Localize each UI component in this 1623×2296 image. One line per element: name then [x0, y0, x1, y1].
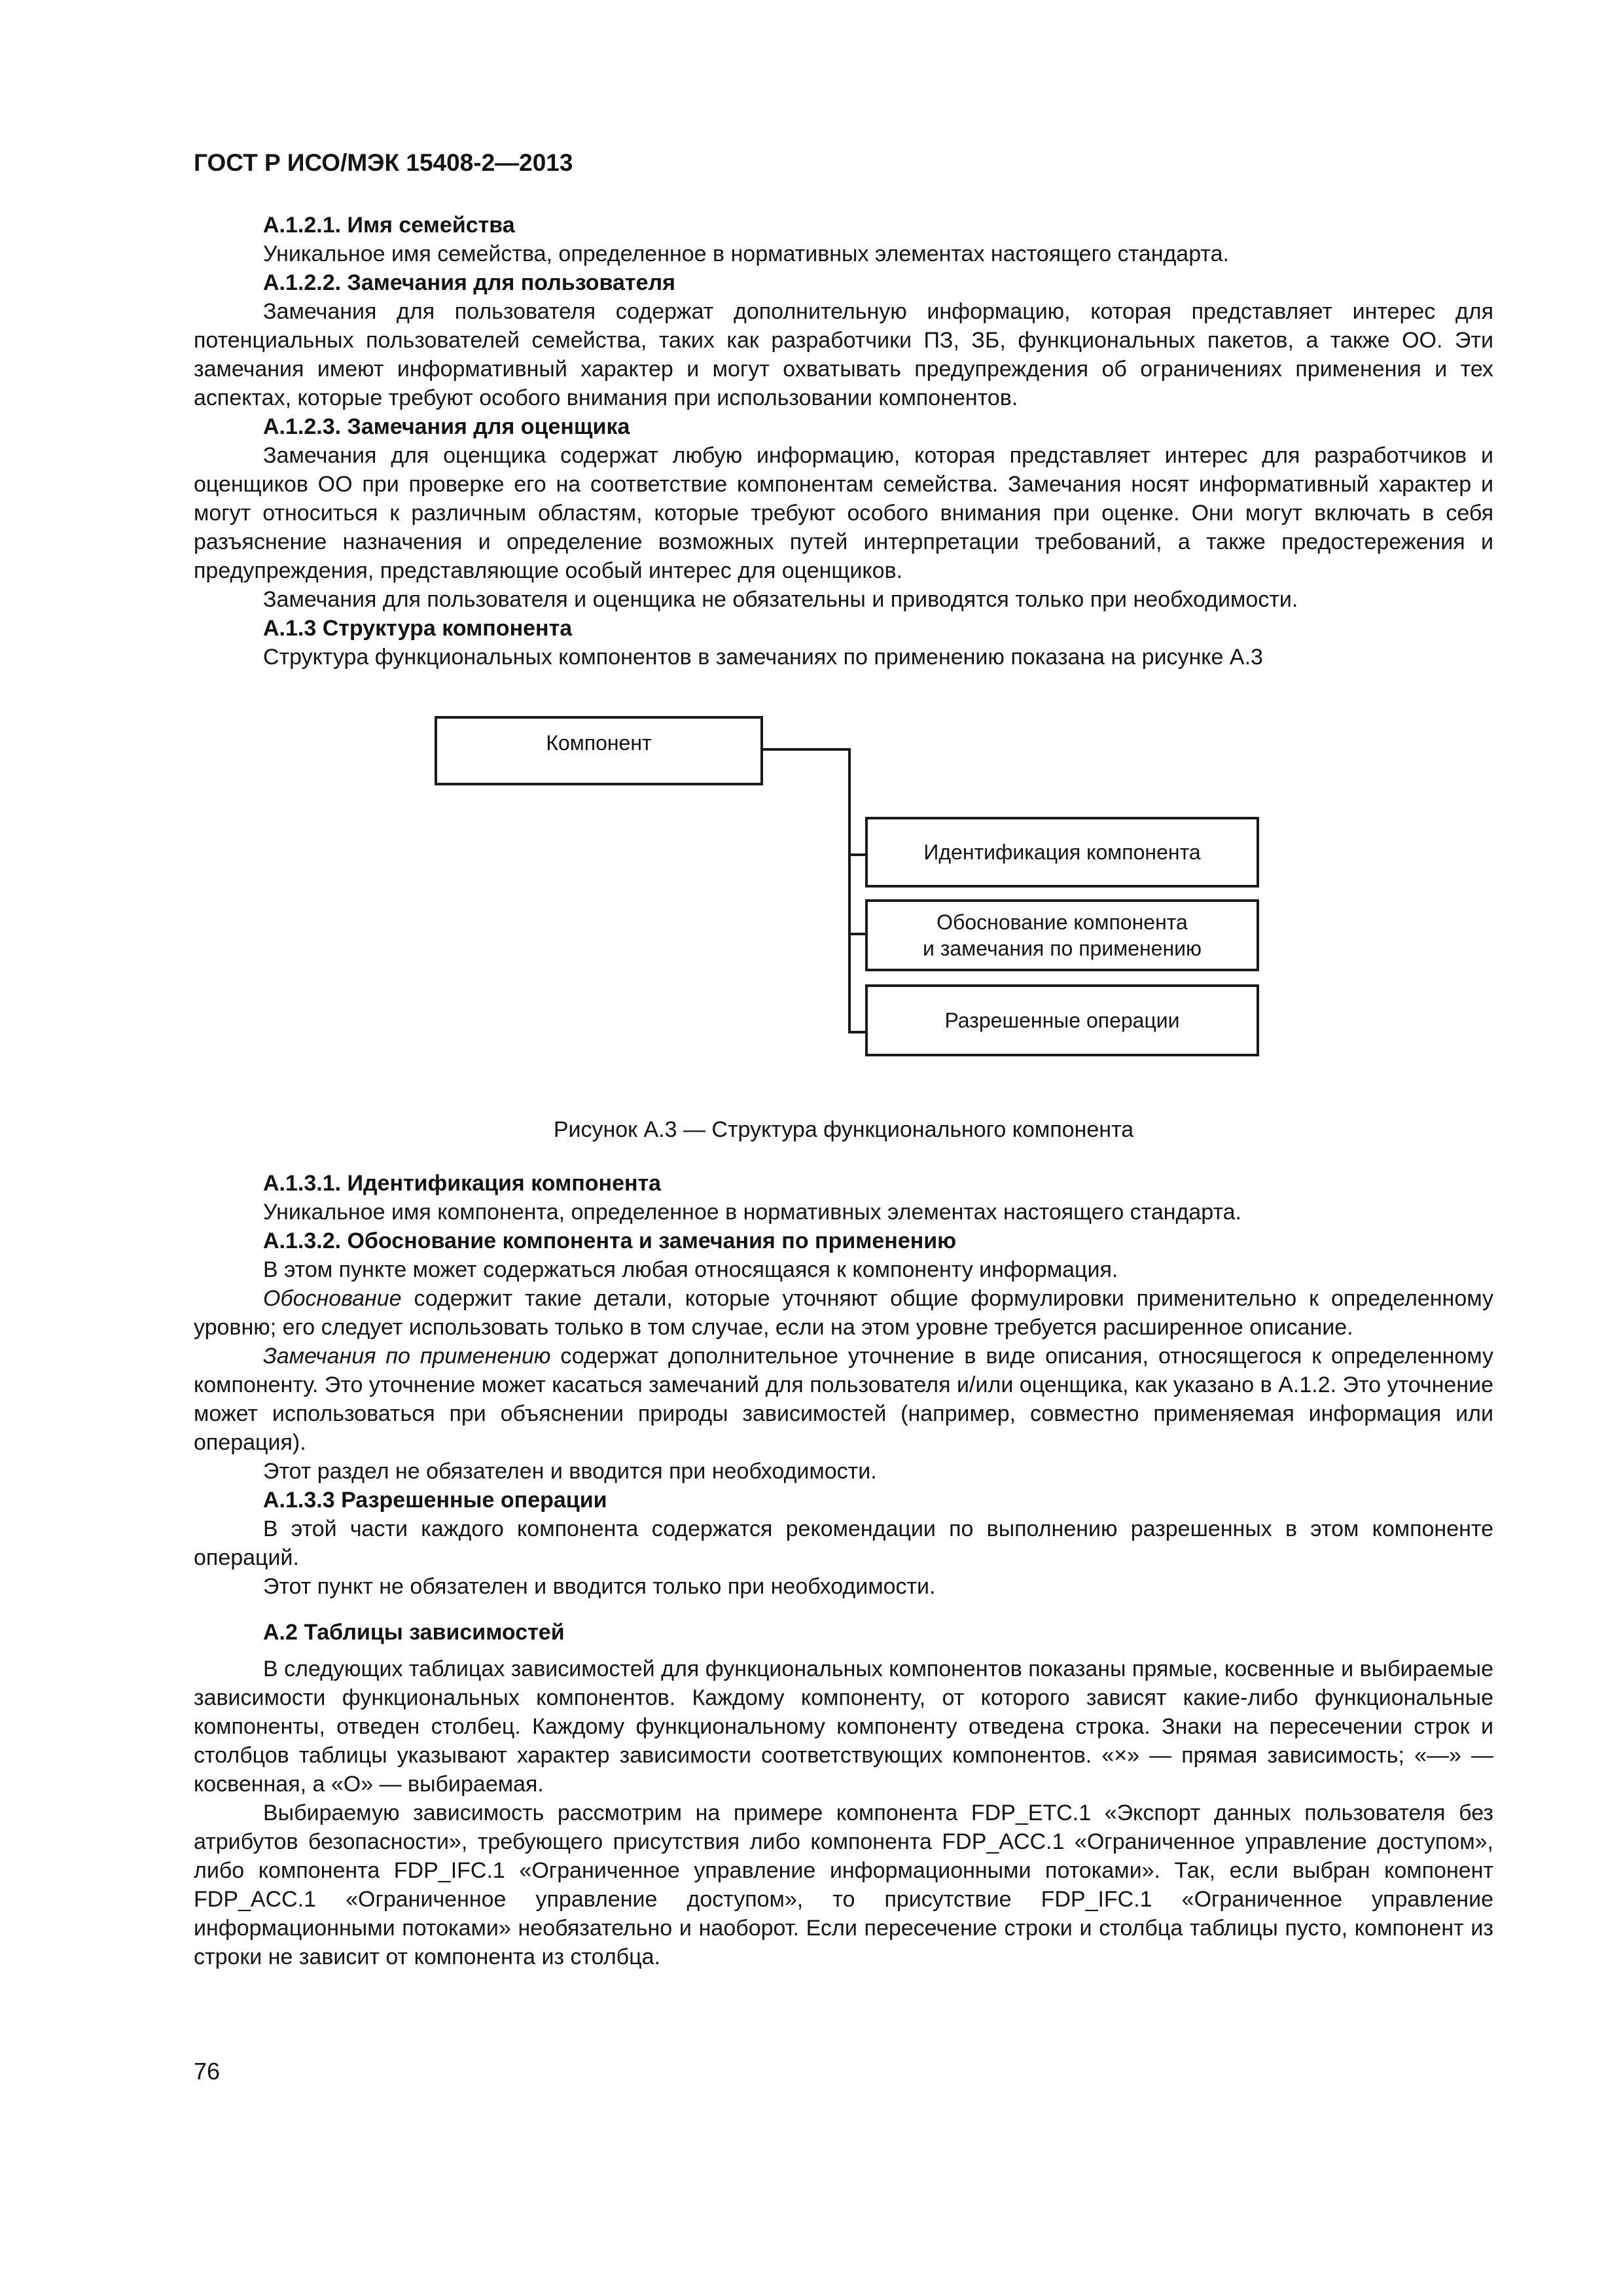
paragraph: Структура функциональных компонентов в замечаниях по применению показана на рисунке А.3	[263, 645, 1263, 670]
document-header: ГОСТ Р ИСО/МЭК 15408-2—2013	[194, 149, 573, 176]
connector-line	[848, 748, 851, 1033]
paragraph: Выбираемую зависимость рассмотрим на примере компонента FDP_ETC.1 «Экспорт данных пользователя без атрибутов безопасности», требующего присутствия либо компонента FDP_ACC.1 «Ограниченное управление доступом», либо компонента FDP_IFC.1 «Ограниченное управление информационными потоками». Так, если выбран компонент FDP_ACC.1 «Ограниченное управление доступом», то присутствие FDP_IFC.1 «Ограниченное управление информационными потоками» необязательно и наоборот. Если пересечение строки и столбца таблицы пусто, компонент из строки не зависит от компонента из столбца.	[194, 1801, 1493, 1969]
paragraph	[194, 1284, 1493, 1342]
section-heading-a1-3: А.1.3 Структура компонента	[263, 616, 573, 641]
diagram-box-identification	[865, 817, 1259, 888]
emphasis-term: Обоснование	[263, 1286, 402, 1311]
diagram-box-label: Компонент	[546, 731, 652, 755]
paragraph: Уникальное имя компонента, определенное в нормативных элементах настоящего стандарта.	[263, 1200, 1242, 1225]
diagram-box-label: Разрешенные операции	[944, 1009, 1180, 1032]
paragraph-text: содержат дополнительное уточнение в виде описания, относящегося к определенному компоненту. Это уточнение может касаться замечаний для пользователя и/или оценщика, как указано в А.1.2. Это уточнение может использоваться при объяснении природы зависимостей (например, совместно применяемая информация или операция).	[194, 1344, 1494, 1455]
figure-caption: Рисунок А.3 — Структура функционального компонента	[553, 1117, 1134, 1142]
section-heading-a1-2-3: А.1.2.3. Замечания для оценщика	[263, 414, 630, 439]
diagram-box-component	[435, 716, 763, 785]
diagram-box-label: Идентификация компонента	[923, 840, 1201, 864]
connector-line	[763, 748, 851, 751]
paragraph: В следующих таблицах зависимостей для функциональных компонентов показаны прямые, косвенные и выбираемые зависимости функциональных компонентов. Каждому компоненту, от которого зависят какие-либо функциональные компоненты, отведен столбец. Каждому функциональному компоненту отведена строка. Знаки на пересечении строк и столбцов таблицы указывают характер зависимости соответствующих компонентов. «×» — прямая зависимость; «—» — косвенная, а «О» — выбираемая.	[194, 1657, 1493, 1797]
page-content	[194, 211, 1493, 1971]
paragraph	[194, 1342, 1493, 1457]
paragraph: Этот пункт не обязателен и вводится только при необходимости.	[263, 1574, 936, 1599]
page-number: 76	[194, 2058, 221, 2085]
diagram-box-operations	[865, 984, 1259, 1056]
component-structure-diagram	[194, 675, 1493, 1100]
section-heading-a1-2-2: А.1.2.2. Замечания для пользователя	[263, 270, 675, 295]
paragraph: В этой части каждого компонента содержатся рекомендации по выполнению разрешенных в этом компоненте операций.	[194, 1516, 1493, 1570]
paragraph: В этом пункте может содержаться любая относящаяся к компоненту информация.	[263, 1257, 1118, 1282]
section-heading-a1-2-1: А.1.2.1. Имя семейства	[263, 213, 515, 238]
paragraph: Уникальное имя семейства, определенное в нормативных элементах настоящего стандарта.	[263, 242, 1229, 266]
paragraph: Замечания для пользователя и оценщика не обязательны и приводятся только при необходимости.	[263, 587, 1298, 612]
paragraph: Замечания для оценщика содержат любую информацию, которая представляет интерес для разработчиков и оценщиков ОО при проверке его на соответствие компонентам семейства. Замечания носят информативный характер и могут относиться к различным областям, которые требуют особого внимания при оценке. Они могут включать в себя разъяснение назначения и определение возможных путей интерпретации требований, а также предостережения и предупреждения, представляющие особый интерес для оценщиков.	[194, 443, 1493, 583]
section-heading-a1-3-1: А.1.3.1. Идентификация компонента	[263, 1171, 662, 1196]
paragraph: Замечания для пользователя содержат дополнительную информацию, которая представляет интерес для потенциальных пользователей семейства, таких как разработчики ПЗ, ЗБ, функциональных пакетов, а также ОО. Эти замечания имеют информативный характер и могут охватывать предупреждения об ограничениях применения и тех аспектах, которые требуют особого внимания при использовании компонентов.	[194, 299, 1493, 410]
section-heading-a2: А.2 Таблицы зависимостей	[263, 1620, 565, 1645]
diagram-box-rationale	[865, 899, 1259, 971]
diagram-box-label: Обоснование компонента и замечания по применению	[922, 910, 1202, 960]
emphasis-term: Замечания по применению	[263, 1344, 551, 1369]
section-heading-a1-3-2: А.1.3.2. Обоснование компонента и замечания по применению	[263, 1229, 957, 1253]
paragraph: Этот раздел не обязателен и вводится при необходимости.	[263, 1459, 877, 1484]
section-heading-a1-3-3: А.1.3.3 Разрешенные операции	[263, 1488, 607, 1513]
paragraph-text: содержит такие детали, которые уточняют общие формулировки применительно к определенному уровню; его следует использовать только в том случае, если на этом уровне требуется расширенное описание.	[194, 1286, 1493, 1340]
